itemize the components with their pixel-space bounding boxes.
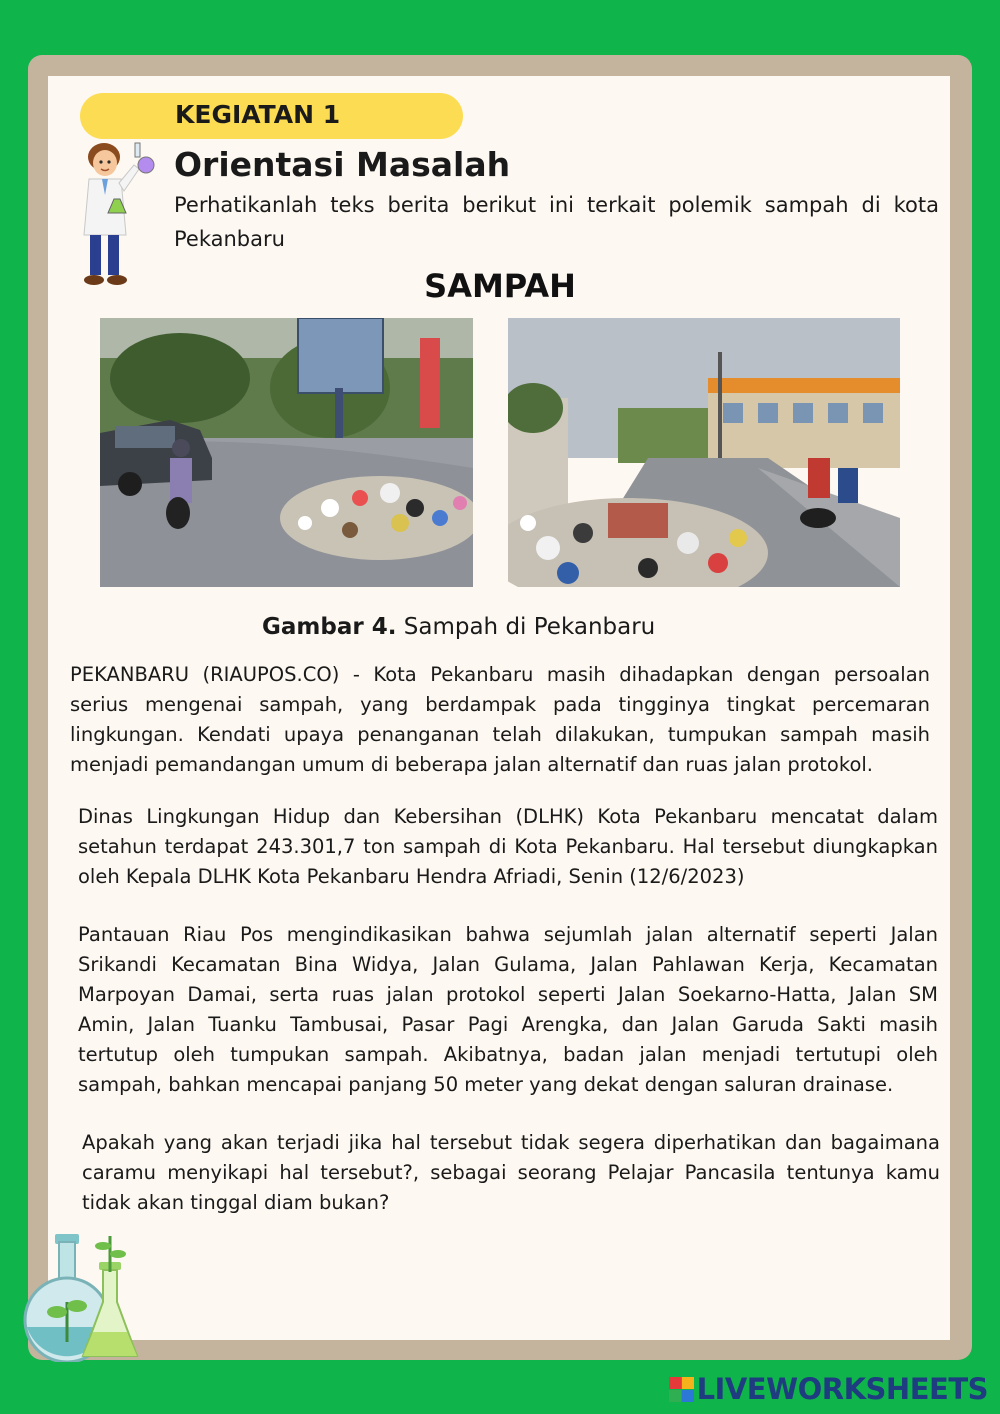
garbage-photo-1 — [100, 318, 473, 587]
section-title: Orientasi Masalah — [174, 145, 511, 184]
article-paragraph: PEKANBARU (RIAUPOS.CO) - Kota Pekanbaru masih dihadapkan dengan persoalan serius mengenai sampah, yang berdampak pada tingginya tingkat percemaran lingkungan. Kendati upaya penanganan telah dilakukan, tumpukan sampah masih menjadi pemandangan umum di beberapa jalan alternatif dan ruas jalan protokol. — [70, 663, 930, 776]
flasks-plant-illustration — [15, 1232, 145, 1362]
figure-caption — [262, 614, 655, 640]
figure-caption-text: Sampah di Pekanbaru — [403, 614, 656, 640]
liveworksheets-brand — [669, 1372, 988, 1406]
figure-caption-label: Gambar 4. — [262, 614, 397, 640]
article-paragraph: Pantauan Riau Pos mengindikasikan bahwa sejumlah jalan alternatif seperti Jalan Srikandi Kecamatan Bina Widya, Jalan Gulama, Jalan Pahlawan Kerja, Kecamatan Marpoyan Damai, serta ruas jalan protokol seperti Jalan Soekarno-Hatta, Jalan SM Amin, Jalan Tuanku Tambusai, Pasar Pagi Arengka, dan Jalan Garuda Sakti masih tertutup oleh tumpukan sampah. Akibatnya, badan jalan menjadi tertutupi oleh sampah, bahkan mencapai panjang 50 meter yang dekat dengan saluran drainase. — [78, 923, 938, 1096]
garbage-photo-2 — [508, 318, 900, 587]
brand-name: LIVEWORKSHEETS — [696, 1372, 988, 1406]
question-paragraph: Apakah yang akan terjadi jika hal tersebut tidak segera diperhatikan dan bagaimana caramu menyikapi hal tersebut?, sebagai seorang Pelajar Pancasila tentunya kamu tidak akan tinggal diam bukan? — [82, 1131, 940, 1214]
article-paragraph: Dinas Lingkungan Hidup dan Kebersihan (DLHK) Kota Pekanbaru mencatat dalam setahun terdapat 243.301,7 ton sampah di Kota Pekanbaru. Hal tersebut diungkapkan oleh Kepala DLHK Kota Pekanbaru Hendra Afriadi, Senin (12/6/2023) — [78, 805, 938, 888]
intro-text: Perhatikanlah teks berita berikut ini terkait polemik sampah di kota Pekanbaru — [174, 193, 939, 251]
brand-logo-icon — [669, 1377, 694, 1402]
activity-label: KEGIATAN 1 — [175, 100, 341, 129]
article-title: SAMPAH — [424, 267, 576, 305]
